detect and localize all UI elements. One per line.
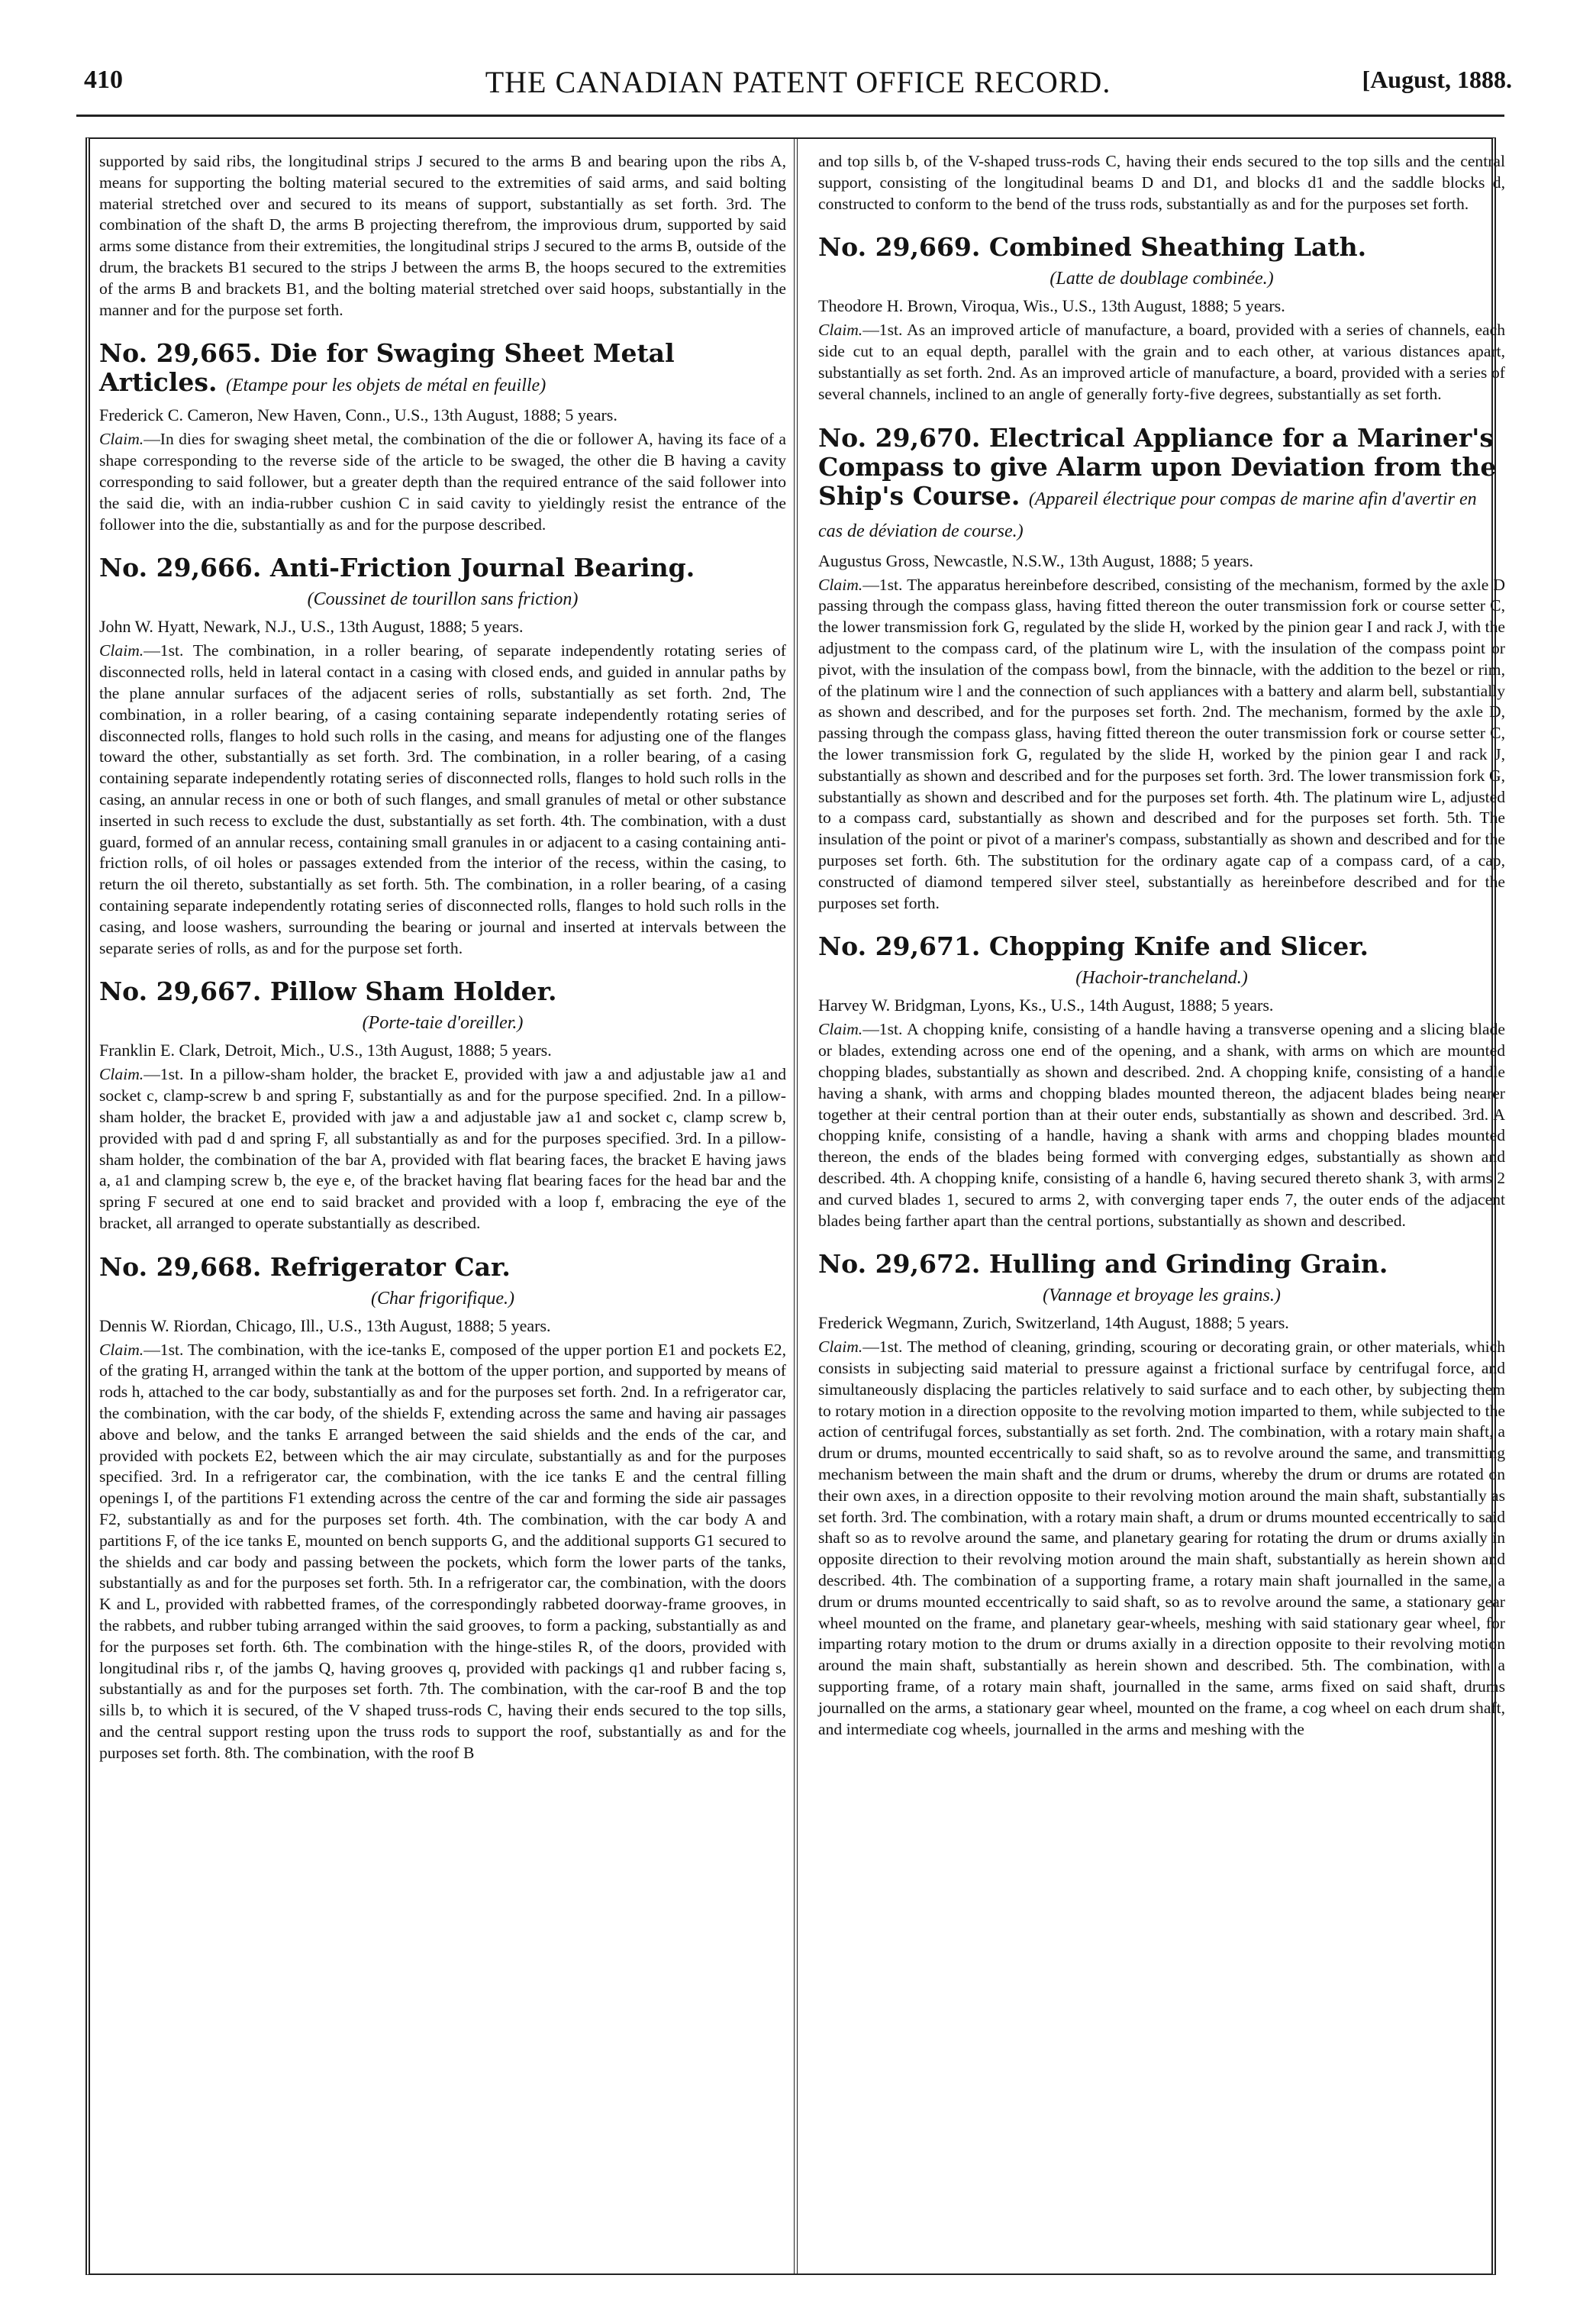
patent-claim — [99, 429, 786, 535]
patent-claim — [99, 641, 786, 959]
patent-number: No. 29,669. — [818, 232, 981, 263]
patent-number: No. 29,670. — [818, 422, 981, 453]
patent-number: No. 29,668. — [99, 1251, 262, 1282]
patent-inventor: John W. Hyatt, Newark, N.J., U.S., 13th August, 1888; 5 years. — [99, 617, 524, 637]
patent-claim — [818, 1019, 1505, 1231]
patent-claim — [99, 1064, 786, 1234]
patent-claim — [99, 1340, 786, 1764]
patent-french-title: (Latte de doublage combinée.) — [1049, 269, 1274, 289]
patent-entry — [818, 932, 1505, 1231]
claim-label: Claim. — [99, 641, 144, 660]
patent-inventor: Theodore H. Brown, Viroqua, Wis., U.S., 13th August, 1888; 5 years. — [818, 296, 1285, 316]
claim-text: —1st. The method of cleaning, grinding, scouring or decorating grain, or other materials, which consists in subjecting said material to pressure against a frictional surface by centrifugal force, and simultaneously displacing the particles relatively to said surface and to each other, by subjecting them to rotary motion in a direction opposite to the revolving motion imparted to them, while subjected to the action of centrifugal forces, substantially as set forth. 2nd. The combination, with a rotary main shaft, a drum or drums, mounted eccentrically to said shaft, so as to revolve around the same, and transmitting mechanism between the main shaft and the drum or drums, whereby the drum or drums are rotated on their own axes, in a direction opposite to their revolving motion around the main shaft, substantially as set forth. 3rd. The combination, with a rotary main shaft, a drum or drums mounted eccentrically to said shaft so as to revolve around the same, and planetary gearing for rotating the drum or drums axially in opposite direction to their revolving motion around the main shaft, substantially as herein shown and described. 4th. The combination of a supporting frame, a rotary main shaft journalled in the same, a drum or drums mounted eccentrically to said shaft, so as to revolve around the same, a stationary gear wheel mounted on the frame, and planetary gear-wheels, meshing with said stationary gear wheel, for imparting rotary motion to the drum or drums axially in a direction opposite to their revolving motion around the main shaft, substantially as herein shown and described. 5th. The combination, with a supporting frame, of a rotary main shaft, journalled in the same, arms fixed on said shaft, drums journalled on the arms, a stationary gear wheel, mounted on the frame, a cog wheel on each drum shaft, and intermediate cog wheels, journalled in the arms and meshing with the — [818, 1338, 1505, 1738]
patent-entry — [818, 1250, 1505, 1740]
patent-french-title: (Porte-taie d'oreiller.) — [362, 1013, 524, 1034]
patent-heading — [818, 233, 1505, 262]
claim-text: —1st. As an improved article of manufacture, a board, provided with a series of channels, each side cut to an equal depth, parallel with the grain and to each other, at various distances apart, substantially as set forth. 2nd. As an improved article of manufacture, a board, provided with a series of several channels, inclined to an angle of generally forty-five degrees, substantially as set forth. — [818, 321, 1505, 403]
patent-inventor: Harvey W. Bridgman, Lyons, Ks., U.S., 14th August, 1888; 5 years. — [818, 996, 1274, 1015]
patent-entry — [818, 233, 1505, 405]
patent-title: Pillow Sham Holder. — [269, 976, 557, 1007]
patent-title: Die for Swaging Sheet Metal Articles. — [99, 338, 675, 398]
running-head — [76, 61, 1520, 107]
continuation-text: supported by said ribs, the longitudinal strips J secured to the arms B and bearing upon the ribs A, means for supporting the bolting material secured to the extremities of said arms, and said bolting material stretched over and secured to its means of support, substantially as set forth. 3rd. The combination of the shaft D, the arms B projecting therefrom, the improvious drum, supported by said arms some distance from their extremities, the longitudinal strips J secured to the arms B, outside of the drum, the brackets B1 secured to the strips J between the arms B, the hoops secured to the extremities of the arms B and brackets B1, and the bolting material stretched over said hoops, substantially in the manner and for the purpose set forth. — [99, 152, 786, 319]
patent-french-title: (Hachoir-trancheland.) — [1075, 968, 1248, 989]
right-column — [818, 151, 1505, 1740]
claim-text: —1st. The apparatus hereinbefore described, consisting of the mechanism, formed by the axle D passing through the compass glass, having fitted thereon the outer transmission fork or course setter C, the lower transmission fork G, regulated by the slide H, worked by the pinion gear I and rack J, with the adjustment to the compass card, of the platinum wire L, with the insulation of the compass point or pivot, with the insulation of the compass bowl, from the binnacle, with the addition to the bezel or rim, of the platinum wire l and the connection of such appliances with a battery and alarm bell, substantially as shown and described, and for the purposes set forth. 2nd. The mechanism, formed by the axle D, passing through the compass glass, having fitted thereon the outer transmission fork or course setter C, the lower transmission fork G, regulated by the slide H, worked by the pinion gear I and rack J, substantially as shown and described and for the purposes set forth. 3rd. The lower transmission fork G, substantially as shown and described and for the purposes set forth. 4th. The platinum wire L, adjusted to a compass card, substantially as shown and described and for the purposes set forth. 5th. The insulation of the point or pivot of a mariner's compass, substantially as shown and described and for the purposes set forth. 6th. The substitution for the ordinary agate cap of a compass card, of a cap, constructed of diamond tempered silver steel, substantially as hereinbefore described and for the purposes set forth. — [818, 575, 1505, 912]
claim-text: —In dies for swaging sheet metal, the combination of the die or follower A, having its face of a shape corresponding to the reverse side of the article to be swaged, the other die B having a cavity corresponding to said follower, but a greater depth than the required entrance of the said follower into the said die, with an india-rubber cushion C in said cavity to yieldingly resist the entrance of the follower into the die, substantially as and for the purpose described. — [99, 430, 786, 534]
patent-title: Electrical Appliance for a Mariner's Compass to give Alarm upon Deviation from the Ship's Course. — [818, 422, 1497, 511]
patent-heading — [99, 977, 786, 1006]
patent-title: Chopping Knife and Slicer. — [988, 931, 1369, 962]
continuation-text: and top sills b, of the V-shaped truss-rods C, having their ends secured to the top sills and the central support, consisting of the longitudinal beams D and D1, and blocks d1 and the saddle blocks d, constructed to conform to the bend of the truss rods, substantially as and for the purposes set forth. — [818, 152, 1505, 213]
page-number: 410 — [84, 66, 123, 94]
patent-number: No. 29,672. — [818, 1249, 981, 1280]
claim-text: —1st. A chopping knife, consisting of a handle having a transverse opening and a slicing blade or blades, extending across one end of the opening, and a shank, with arms on which are mounted chopping blades, substantially as shown and described. 2nd. A chopping knife, consisting of a handle having a shank, with arms and chopping blades mounted thereon, the adjacent blades being nearer together at their central portion than at their outer ends, substantially as shown and described. 3rd. A chopping knife, consisting of a handle, having a shank with arms and chopping blades mounted thereon, the ends of the blades being formed with converging edges, substantially as shown and described. 4th. A chopping knife, consisting of a handle 6, having secured thereto shank 3, with arms 2 and curved blades 1, secured to arms 2, with converging taper ends 7, the outer ends of the adjacent blades being farther apart than the central portions, substantially as shown and described. — [818, 1020, 1505, 1230]
patent-number: No. 29,667. — [99, 976, 262, 1007]
patent-title: Hulling and Grinding Grain. — [988, 1249, 1388, 1280]
patent-entry — [99, 977, 786, 1234]
patent-inventor: Frederick C. Cameron, New Haven, Conn., U.S., 13th August, 1888; 5 years. — [99, 405, 617, 425]
patent-title: Anti-Friction Journal Bearing. — [269, 553, 695, 583]
patent-inventor: Dennis W. Riordan, Chicago, Ill., U.S., 13th August, 1888; 5 years. — [99, 1315, 551, 1335]
patent-entry — [99, 1253, 786, 1764]
patent-heading — [818, 932, 1505, 961]
patent-claim — [818, 1337, 1505, 1740]
patent-inventor: Franklin E. Clark, Detroit, Mich., U.S., 13th August, 1888; 5 years. — [99, 1041, 552, 1060]
patent-heading — [818, 424, 1505, 546]
patent-french-title: (Appareil électrique pour compas de marine afin d'avertir en cas de déviation de course.) — [818, 489, 1477, 541]
patent-title: Refrigerator Car. — [269, 1251, 511, 1282]
page-title: THE CANADIAN PATENT OFFICE RECORD. — [485, 65, 1111, 99]
patent-heading — [818, 1250, 1505, 1279]
claim-text: —1st. The combination, in a roller bearing, of separate independently rotating series of disconnected rolls, held in lateral contact in a casing with closed ends, and guided in annular paths by the plane annular surfaces of the adjacent series of rolls, substantially as set forth. 2nd, The combination, in a roller bearing, of a casing containing separate independently rotating series of disconnected rolls, flanges to hold such rolls in the casing, and means for adjusting one of the flanges toward the other, substantially as set forth. 3rd. The combination, in a roller bearing, of a casing containing separate independently rotating series of disconnected rolls, flanges to hold such rolls in the casing, an annular recess in one or both of such flanges, and small granules of metal or other substance inserted in such recess to exclude the dust, substantially as set forth. 4th. The combination, with a dust guard, formed of an annular recess, containing small granules in or adjacent to a casing containing anti-friction rolls, of oil holes or passages extended from the interior of the recess, within the casing, to return the oil thereto, substantially as set forth. 5th. The combination, in a roller bearing, of a casing containing separate independently rotating series of disconnected rolls, flanges to hold such rolls in the casing, and loose washers, surrounding the bearing or journal and inserted at intervals between the separate series of rolls, as and for the purpose set forth. — [99, 641, 786, 957]
claim-label: Claim. — [99, 1340, 144, 1359]
patent-entry — [818, 424, 1505, 915]
claim-text: —1st. The combination, with the ice-tanks E, composed of the upper portion E1 and pockets E2, of the grating H, arranged within the tank at the bottom of the upper portion, and supported by means of rods h, attached to the car body, substantially as and for the purposes set forth. 2nd. In a refrigerator car, the combination, with the car body, of the shields F, extending across the same and having air passages above and below, and the tanks E arranged between the said shields and the ends of the car, and provided with pockets E2, between which the air may circulate, substantially as and for the purposes specified. 3rd. In a refrigerator car, the combination, with the ice tanks E and the central filling openings I, of the partitions F1 extending across the centre of the car and forming the side air passages F2, substantially as and for the purposes set forth. 4th. The combination, with the car body A and partitions F, of the ice tanks E, mounted on bench supports G, and the additional supports G1 secured to the shields and car body and passing between the pockets, which form the lower parts of the tanks, substantially as and for the purposes set forth. 5th. In a refrigerator car, the combination, with the doors K and L, provided with rabbetted frames, of the correspondingly rabbeted doorway-frame grooves, in the rabbets, and rubber tubing arranged within the said grooves, to form a packing, substantially as and for the purposes set forth. 6th. The combination with the hinge-stiles R, of the doors, provided with longitudinal ribs r, of the jambs Q, having grooves q, provided with packings q1 and rubber facing s, substantially as and for the purposes set forth. 7th. The combination, with the car-roof B and the top sills b, to which it is secured, of the V shaped truss-rods C, having their ends secured to the top sills, and the central support resting upon the truss rods to support the roof, substantially as and for the purposes set forth. 8th. The combination, with the roof B — [99, 1340, 786, 1762]
claim-label: Claim. — [818, 575, 863, 594]
claim-label: Claim. — [99, 1065, 144, 1084]
header-rule — [76, 115, 1504, 117]
claim-label: Claim. — [818, 321, 863, 340]
patent-title: Combined Sheathing Lath. — [988, 232, 1367, 263]
claim-label: Claim. — [818, 1338, 863, 1357]
patent-french-title: (Char frigorifique.) — [370, 1288, 514, 1309]
claim-label: Claim. — [99, 430, 144, 449]
patent-number: No. 29,665. — [99, 338, 262, 369]
patent-number: No. 29,671. — [818, 931, 981, 962]
claim-label: Claim. — [818, 1020, 863, 1039]
patent-entry — [99, 339, 786, 535]
patent-number: No. 29,666. — [99, 553, 262, 583]
patent-inventor: Augustus Gross, Newcastle, N.S.W., 13th August, 1888; 5 years. — [818, 550, 1253, 570]
claim-text: —1st. In a pillow-sham holder, the bracket E, provided with jaw a and adjustable jaw a1 and socket c, clamp-screw b and spring F, substantially as and for the purpose specified. 2nd. In a pillow-sham holder, the bracket E, provided with jaw a and adjustable jaw a1 and socket c, clamp screw b, provided with pad d and spring F, all substantially as and for the purposes specified. 3rd. In a pillow-sham holder, the combination of the bar A, provided with flat bearing faces, the bracket E having jaws a, a1 and clamping screw b, the eye e, of the bracket having flat bearing faces for the head bar and the spring F secured at one end to said bracket and provided with a loop f, embracing the eye of the bracket, all arranged to operate substantially as described. — [99, 1065, 786, 1232]
issue-date: [August, 1888. — [1362, 66, 1512, 93]
patent-french-title: (Etampe pour les objets de métal en feuille) — [225, 376, 547, 396]
column-divider — [794, 139, 798, 2273]
patent-heading — [99, 1253, 786, 1282]
patent-heading — [99, 553, 786, 582]
patent-french-title: (Coussinet de tourillon sans friction) — [307, 589, 579, 610]
patent-heading — [99, 339, 786, 400]
patent-inventor: Frederick Wegmann, Zurich, Switzerland, 14th August, 1888; 5 years. — [818, 1313, 1289, 1333]
patent-french-title: (Vannage et broyage les grains.) — [1043, 1286, 1281, 1306]
patent-claim — [818, 320, 1505, 405]
patent-entry — [99, 553, 786, 959]
left-column — [99, 151, 786, 1764]
patent-claim — [818, 575, 1505, 915]
